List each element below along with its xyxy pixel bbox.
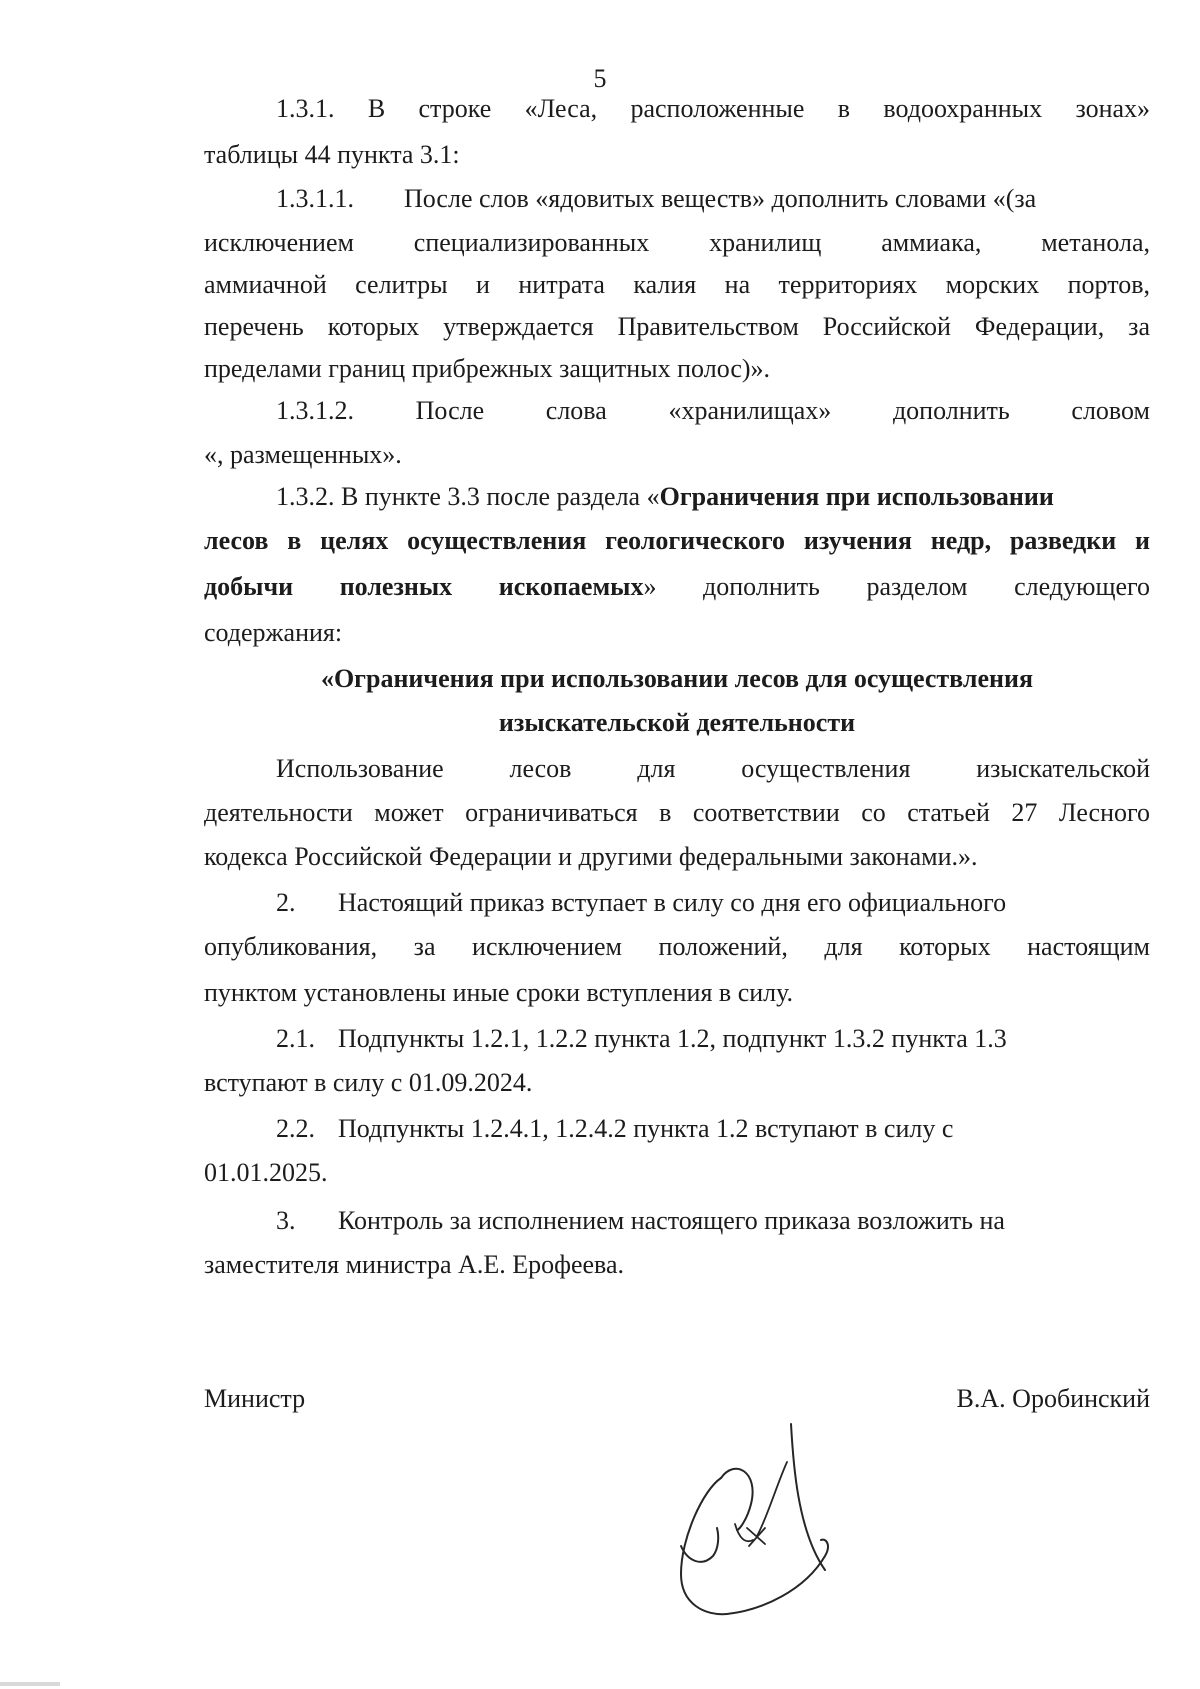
item2-line-1: 2. Настоящий приказ вступает в силу со дня его официального (276, 888, 1007, 917)
p132-line-3: добычи полезных ископаемых» дополнить разделом следующего (204, 572, 1151, 601)
item21-line-1: 2.1. Подпункты 1.2.1, 1.2.2 пункта 1.2, подпункт 1.3.2 пункта 1.3 (276, 1024, 1007, 1053)
scan-edge-mark (0, 1682, 60, 1686)
p131-line-1: 1.3.1. В строке «Леса, расположенные в водоохранных зонах» (276, 94, 1151, 123)
handwritten-signature (655, 1420, 915, 1620)
p131-line-2: таблицы 44 пункта 3.1: (204, 140, 460, 169)
section-body-line-3: кодекса Российской Федерации и другими федеральными законами.». (204, 842, 978, 871)
section-body-line-2: деятельности может ограничиваться в соответствии со статьей 27 Лесного (204, 798, 1150, 827)
p1312-line-1: 1.3.1.2. После слова «хранилищах» дополнить словом (276, 396, 1150, 425)
p132-line-1: 1.3.2. В пункте 3.3 после раздела «Ограничения при использовании (276, 482, 1054, 511)
p1311-line-2: исключением специализированных хранилищ аммиака, метанола, (204, 228, 1151, 257)
item21-line-2: вступают в силу с 01.09.2024. (204, 1068, 533, 1097)
item22-line-2: 01.01.2025. (204, 1158, 328, 1187)
p1311-line-5: пределами границ прибрежных защитных полос)». (204, 354, 771, 383)
item3-line-2: заместителя министра А.Е. Ерофеева. (204, 1250, 624, 1279)
p1311-line-4: перечень которых утверждается Правительством Российской Федерации, за (204, 312, 1150, 341)
signatory-name: В.А. Оробинский (956, 1384, 1150, 1413)
item2-line-2: опубликования, за исключением положений, для которых настоящим (204, 932, 1150, 961)
section-heading-line-1: «Ограничения при использовании лесов для осуществления (320, 664, 1034, 693)
p132-line-2: лесов в целях осуществления геологического изучения недр, разведки и (204, 526, 1150, 555)
p1312-line-2: «, размещенных». (204, 440, 402, 469)
item3-line-1: 3. Контроль за исполнением настоящего приказа возложить на (276, 1206, 1005, 1235)
item2-line-3: пунктом установлены иные сроки вступления в силу. (204, 978, 794, 1007)
p1311-line-3: аммиачной селитры и нитрата калия на территориях морских портов, (204, 270, 1150, 299)
p132-line-4: содержания: (204, 618, 343, 647)
section-body-line-1: Использование лесов для осуществления изыскательской (276, 754, 1151, 783)
page-number: 5 (593, 64, 607, 93)
signatory-position: Министр (204, 1384, 306, 1413)
p1311-line-1: 1.3.1.1. После слов «ядовитых веществ» дополнить словами «(за (276, 184, 1037, 213)
section-heading-line-2: изыскательской деятельности (498, 708, 856, 737)
item22-line-1: 2.2. Подпункты 1.2.4.1, 1.2.4.2 пункта 1.2 вступают в силу с (276, 1114, 954, 1143)
